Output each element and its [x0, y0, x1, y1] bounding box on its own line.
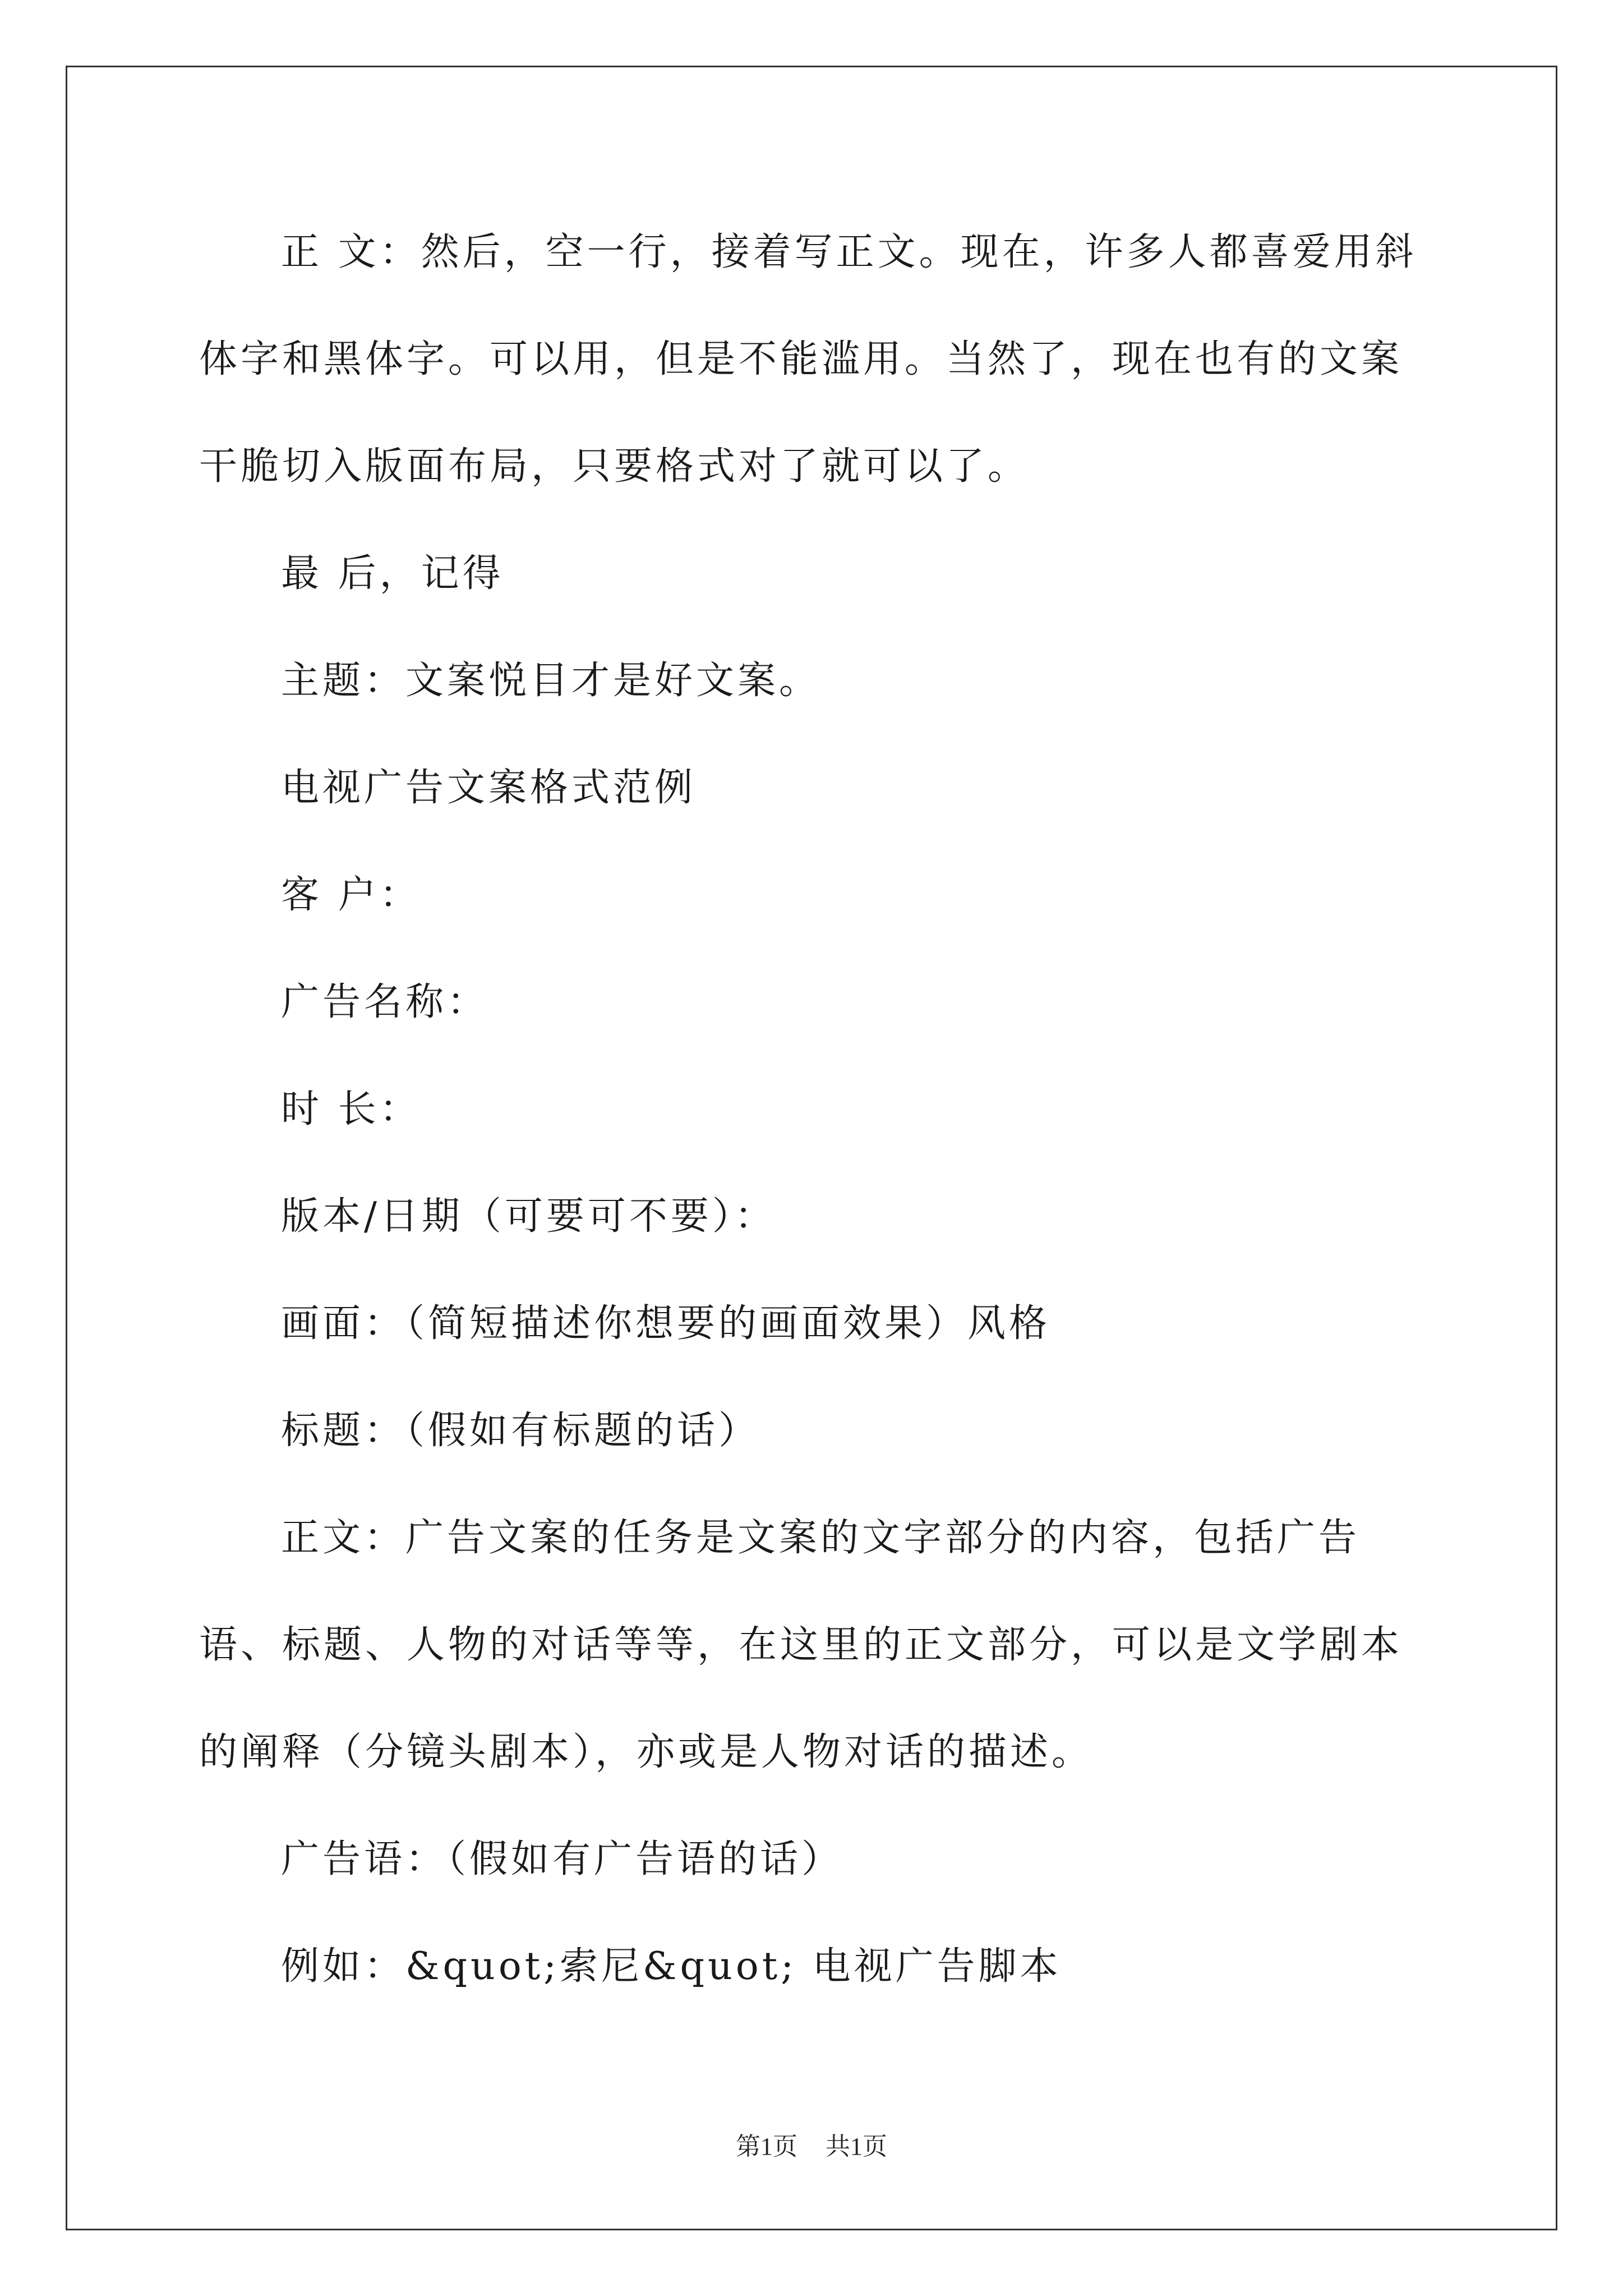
page-footer [0, 2126, 1623, 2162]
field-body-text: 正文：广告文案的任务是文案的文字部分的内容，包括广告语、标题、人物的对话等等，在这里的正文部分，可以是文学剧本的阐释（分镜头剧本），亦或是人物对话的描述。 [199, 1516, 1403, 1774]
page-total: 共1页 [826, 2133, 887, 2160]
paragraph-theme: 主题：文案悦目才是好文案。 [281, 659, 821, 703]
field-client: 客 户： [281, 873, 421, 917]
field-visuals: 画面：（简短描述你想要的画面效果）风格 [281, 1301, 1051, 1346]
paragraph-body-intro: 正 文：然后，空一行，接着写正文。现在，许多人都喜爱用斜体字和黑体字。可以用，但是不能滥用。当然了，现在也有的文案干脆切入版面布局，只要格式对了就可以了。 [199, 230, 1417, 489]
paragraph-finally: 最 后，记得 [281, 551, 504, 596]
example-line: 例如：&quot;索尼&quot; 电视广告脚本 [281, 1944, 1062, 1989]
field-slogan: 广告语：（假如有广告语的话） [281, 1837, 843, 1881]
field-version-date: 版本/日期（可要可不要）： [281, 1194, 776, 1239]
field-duration: 时 长： [281, 1087, 421, 1131]
field-ad-name: 广告名称： [281, 980, 489, 1024]
page-number: 第1页 [736, 2133, 797, 2160]
field-headline: 标题：（假如有标题的话） [281, 1409, 760, 1453]
document-body [199, 212, 1430, 2020]
section-heading: 电视广告文案格式范例 [281, 766, 697, 810]
